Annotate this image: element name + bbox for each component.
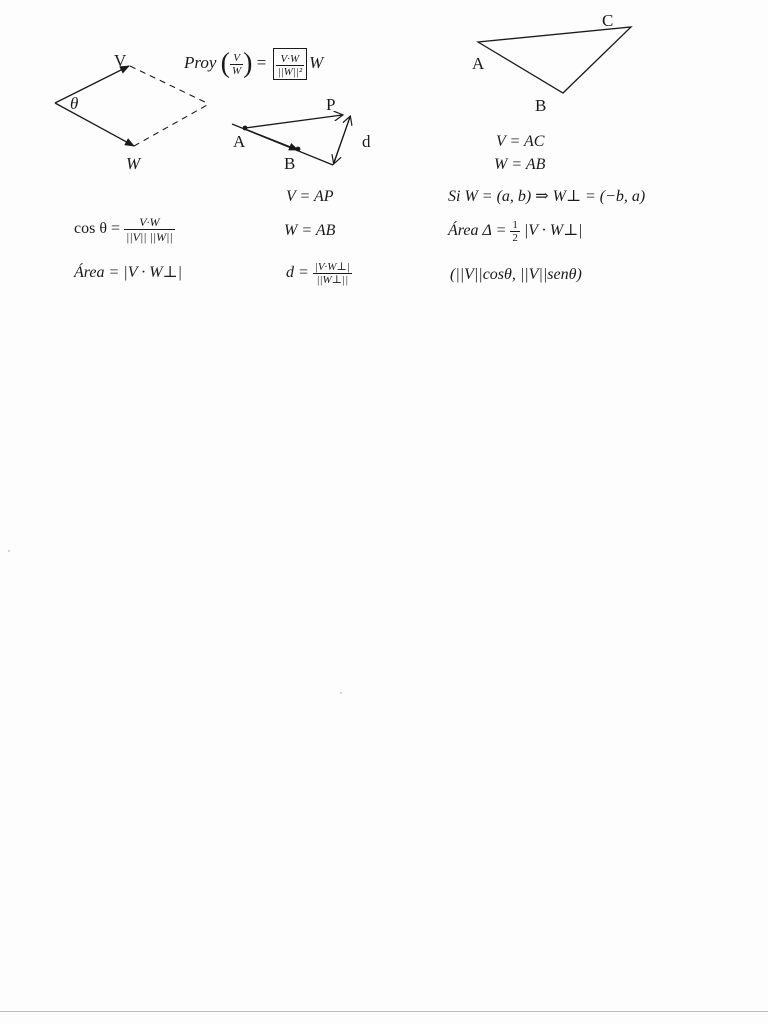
point-a-dot — [243, 126, 248, 131]
distance-d-lhs: d = — [286, 264, 309, 281]
triangle-area-formula — [448, 216, 583, 246]
distance-d-arrow-down — [334, 117, 350, 163]
projection-formula: Proy ( $\frac{V}{W}$ ) = $\frac{V\cdot W}{\text{||W||²}}$ W — [184, 48, 324, 80]
distance-d-formula — [286, 258, 352, 288]
label-point-p: P — [326, 95, 336, 114]
distance-w-definition: W = AB — [284, 222, 336, 239]
cosine-num: V·W — [124, 215, 175, 230]
area-parallelogram-formula: Área = |V · W⊥| — [74, 264, 182, 281]
triangle-v-definition: V = AC — [496, 133, 545, 150]
projection-prefix: Proy — [184, 53, 217, 72]
projection-bracket — [273, 48, 308, 80]
label-v: V — [114, 51, 127, 70]
polar-coordinates: (||V||cosθ, ||V||senθ) — [450, 266, 582, 283]
vector-ap-arrow — [245, 115, 342, 128]
projection-suffix: W — [309, 53, 324, 72]
triangle-diagram — [478, 27, 631, 93]
scan-speck — [340, 692, 342, 694]
vector-ab-arrow — [245, 129, 298, 150]
vector-w-arrow — [55, 103, 134, 146]
label-triangle-a: A — [472, 54, 485, 73]
triangle-area-lhs: Área Δ = — [448, 222, 507, 239]
projection-frac-den: ||W||² — [277, 65, 303, 78]
perpendicular-definition: Si W = (a, b) ⇒ W⊥ = (−b, a) — [448, 188, 646, 205]
point-b-dot — [296, 147, 301, 152]
cosine-formula — [74, 214, 175, 244]
triangle-area-den: 2 — [512, 231, 518, 244]
projection-inner-den: W — [232, 64, 242, 77]
label-w: W — [126, 154, 141, 173]
distance-d-den: ||W⊥|| — [316, 273, 349, 286]
vector-v-arrow — [55, 66, 129, 103]
triangle-area-fraction — [510, 219, 520, 244]
projection-inner-fraction — [230, 52, 243, 77]
projection-frac-num: V·W — [276, 53, 305, 66]
label-triangle-c: C — [602, 11, 614, 30]
label-triangle-b: B — [535, 96, 547, 115]
triangle-w-definition: W = AB — [494, 156, 546, 173]
triangle-area-num: 1 — [512, 218, 518, 231]
cosine-lhs: cos θ = — [74, 220, 121, 237]
distance-v-definition: V = AP — [286, 188, 334, 205]
distance-d-num: |V·W⊥| — [314, 260, 350, 273]
cosine-den: ||V|| ||W|| — [126, 229, 173, 244]
scan-bottom-edge — [0, 1011, 768, 1012]
triangle-abc — [478, 27, 631, 93]
scan-speck — [8, 550, 10, 552]
dashed-side-bottom — [134, 104, 209, 146]
label-distance-d: d — [362, 132, 371, 151]
projection-fraction — [276, 53, 305, 78]
triangle-area-rhs: |V · W⊥| — [523, 222, 583, 239]
projection-inner-num: V — [230, 52, 243, 65]
label-theta: θ — [70, 94, 79, 113]
label-point-b: B — [284, 154, 296, 173]
cosine-fraction — [124, 215, 175, 244]
distance-d-fraction — [313, 261, 352, 286]
projection-equals: = — [256, 53, 267, 72]
label-point-a: A — [233, 132, 246, 151]
